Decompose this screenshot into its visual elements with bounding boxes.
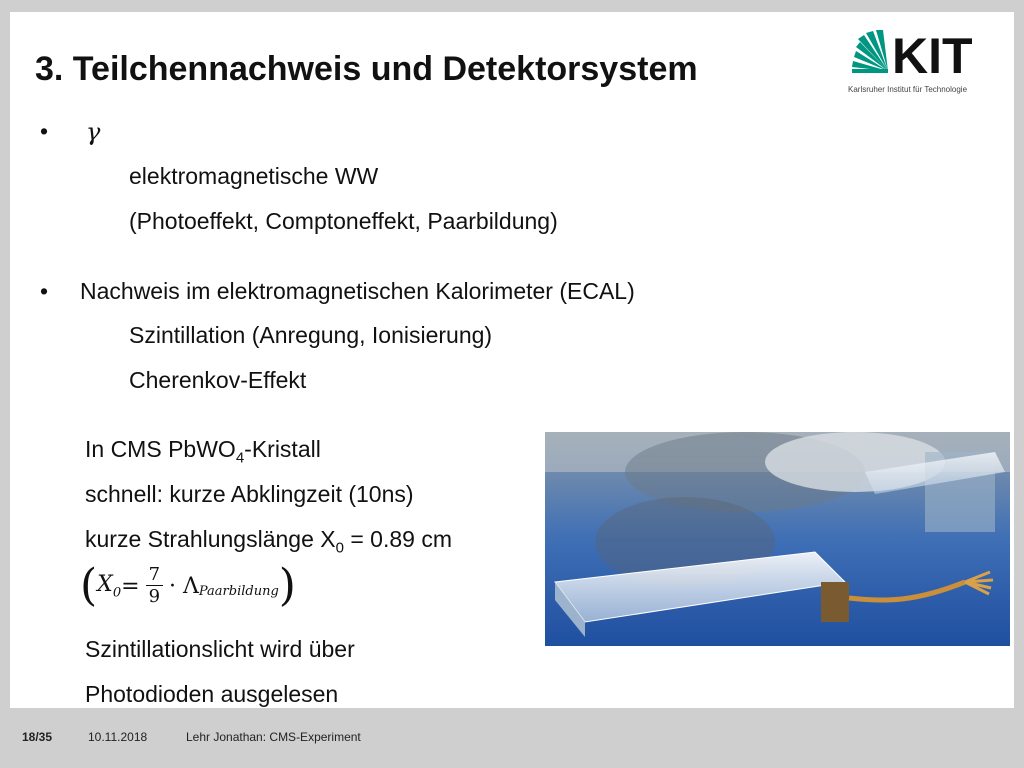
footer-author: Lehr Jonathan: CMS-Experiment <box>186 730 361 744</box>
cms-decay-line: schnell: kurze Abklingzeit (10ns) <box>85 481 414 507</box>
kit-logo-tagline: Karlsruher Institut für Technologie <box>848 85 968 94</box>
cms-crystal-line: In CMS PbWO$_4$-Kristall <box>85 436 321 467</box>
kit-logo-graphic <box>848 25 988 83</box>
scintillation-line: Szintillationslicht wird über <box>85 636 355 662</box>
kit-logo-word: KIT <box>892 28 973 83</box>
footer-page-number: 18/35 <box>22 730 53 744</box>
photodiodes-line: Photodioden ausgelesen <box>85 681 339 707</box>
kit-logo <box>848 25 988 105</box>
bullet1-line2: (Photoeffekt, Comptoneffekt, Paarbildung) <box>129 208 558 234</box>
bullet-dot: • <box>40 278 49 304</box>
slide-title: 3. Teilchennachweis und Detektorsystem <box>35 50 698 88</box>
bullet-dot: • <box>40 118 49 144</box>
bullet1-line1: elektromagnetische WW <box>129 163 379 189</box>
gamma-symbol: γ <box>86 118 101 146</box>
cms-radiation-length-line: kurze Strahlungslänge $X_0 = 0.89$ cm <box>85 526 452 557</box>
footer-date: 10.11.2018 <box>88 730 148 744</box>
bullet2-line2: Cherenkov-Effekt <box>129 367 307 393</box>
bullet2-label: Nachweis im elektromagnetischen Kalorimeter (ECAL) <box>80 278 635 304</box>
crystal-photo <box>545 432 1010 646</box>
bullet2-line1: Szintillation (Anregung, Ionisierung) <box>129 322 493 348</box>
radiation-length-formula: ( $X_0$ = $\frac{7}{9}$ · Λ $_{Paarbildung}$ ) <box>80 560 296 611</box>
